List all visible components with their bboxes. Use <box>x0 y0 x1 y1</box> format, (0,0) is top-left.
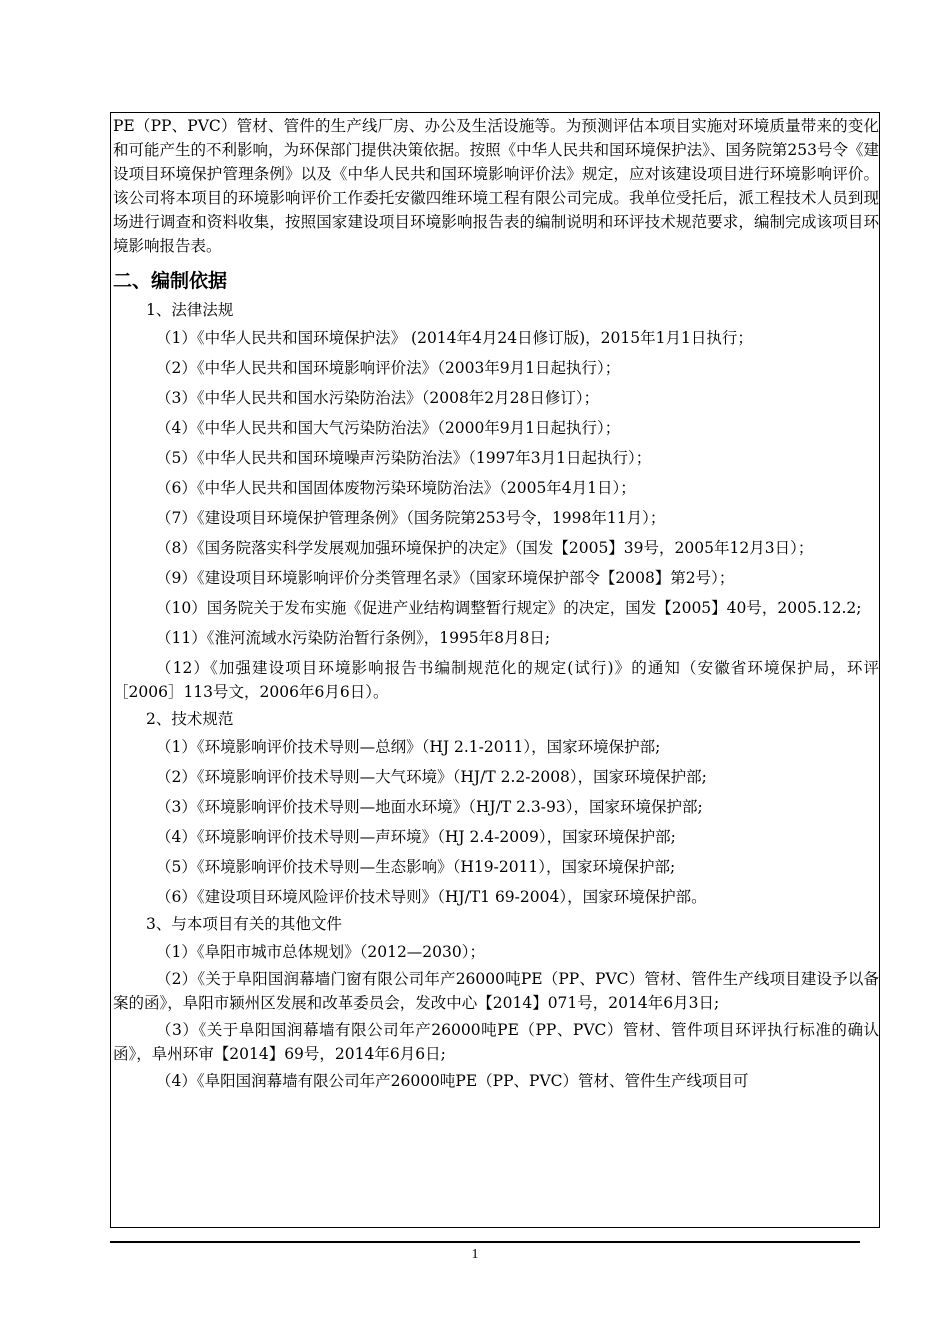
list-item: （3）《中华人民共和国水污染防治法》（2008年2月28日修订）； <box>156 389 600 407</box>
laws-list <box>113 326 879 704</box>
list-item: （5）《中华人民共和国环境噪声污染防治法》（1997年3月1日起执行）； <box>156 449 652 467</box>
section-title: 二、编制依据 <box>113 270 228 292</box>
footer-rule <box>110 1241 860 1243</box>
list-item: （1）《阜阳市城市总体规划》（2012—2030）； <box>156 943 486 961</box>
tech-subtitle: 2、技术规范 <box>146 710 234 728</box>
document-body <box>113 114 879 1096</box>
list-item: （3）《关于阜阳国润幕墙有限公司年产26000吨PE（PP、PVC）管材、管件项目环评执行标准的确认函》，阜州环审【2014】69号，2014年6月6日; <box>113 1021 879 1063</box>
list-item: （7）《建设项目环境保护管理条例》（国务院第253号令，1998年11月）； <box>156 509 666 527</box>
page-number: 1 <box>471 1247 479 1262</box>
intro-paragraph: PE（PP、PVC）管材、管件的生产线厂房、办公及生活设施等。为预测评估本项目实施对环境质量带来的变化和可能产生的不利影响，为环保部门提供决策依据。按照《中华人民共和国环境保护法》、国务院第253号令《建设项目环境保护管理条例》以及《中华人民共和国环境影响评价法》规定，应对该建设项目进行环境影响评价。该公司将本项目的环境影响评价工作委托安徽四维环境工程有限公司完成。我单位受托后，派工程技术人员到现场进行调查和资料收集，按照国家建设项目环境影响报告表的编制说明和环评技术规范要求，编制完成该项目环境影响报告表。 <box>113 117 879 255</box>
list-item: （6）《中华人民共和国固体废物污染环境防治法》（2005年4月1日）； <box>156 479 636 497</box>
list-item: （4）《阜阳国润幕墙有限公司年产26000吨PE（PP、PVC）管材、管件生产线项目可 <box>156 1072 749 1090</box>
list-item: （11）《淮河流域水污染防治暂行条例》，1995年8月8日; <box>156 629 551 647</box>
list-item: （9）《建设项目环境影响评价分类管理名录》（国家环境保护部令【2008】第2号）； <box>156 569 735 587</box>
other-subtitle: 3、与本项目有关的其他文件 <box>146 915 342 933</box>
list-item: （2）《中华人民共和国环境影响评价法》（2003年9月1日起执行）； <box>156 359 621 377</box>
list-item: （4）《环境影响评价技术导则—声环境》（HJ 2.4-2009），国家环境保护部; <box>156 828 676 846</box>
list-item: （10）国务院关于发布实施《促进产业结构调整暂行规定》的决定，国发【2005】40号，2005.12.2; <box>156 599 862 617</box>
list-item: （6）《建设项目环境风险评价技术导则》（HJ/T1 69-2004），国家环境保护部。 <box>156 888 707 906</box>
list-item: （1）《中华人民共和国环境保护法》 (2014年4月24日修订版)，2015年1月1日执行； <box>156 329 753 347</box>
laws-subtitle: 1、法律法规 <box>146 301 234 319</box>
list-item: （3）《环境影响评价技术导则—地面水环境》（HJ/T 2.3-93），国家环境保护部; <box>156 798 703 816</box>
other-list <box>113 940 879 1093</box>
list-item: （2）《关于阜阳国润幕墙门窗有限公司年产26000吨PE（PP、PVC）管材、管件生产线项目建设予以备案的函》，阜阳市颍州区发展和改革委员会，发改中心【2014】071号，2014年6月3日; <box>113 970 879 1012</box>
list-item: （8）《国务院落实科学发展观加强环境保护的决定》（国发【2005】39号，2005年12月3日）； <box>156 539 814 557</box>
list-item: （1）《环境影响评价技术导则—总纲》（HJ 2.1-2011），国家环境保护部; <box>156 738 661 756</box>
list-item: （2）《环境影响评价技术导则—大气环境》（HJ/T 2.2-2008），国家环境保护部; <box>156 768 707 786</box>
list-item: （5）《环境影响评价技术导则—生态影响》（H19-2011），国家环境保护部; <box>156 858 676 876</box>
list-item: （4）《中华人民共和国大气污染防治法》（2000年9月1日起执行）； <box>156 419 621 437</box>
tech-list <box>113 735 879 909</box>
list-item: （12）《加强建设项目环境影响报告书编制规范化的规定(试行)》的通知（安徽省环境保护局，环评［2006］113号文，2006年6月6日）。 <box>113 659 879 701</box>
